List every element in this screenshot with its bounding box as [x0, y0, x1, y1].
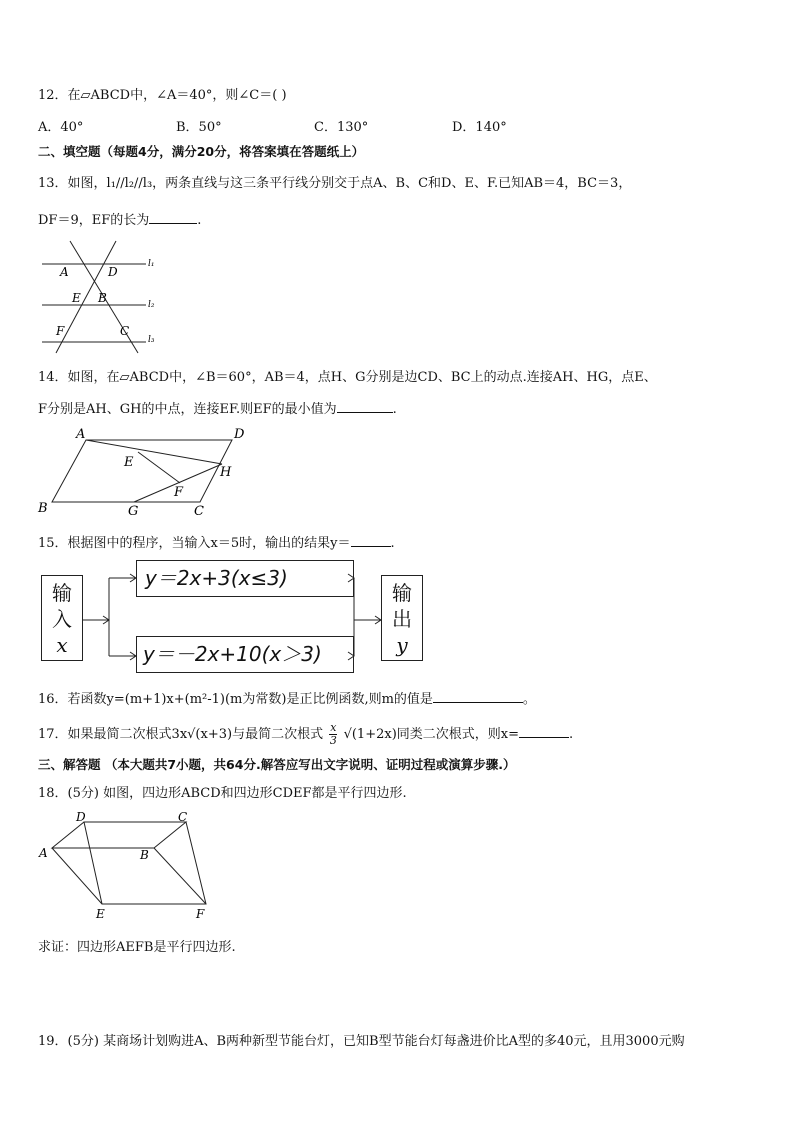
- q17-frac-den: 3: [329, 734, 337, 747]
- q17-text-a: 17．如果最简二次根式3x√(x+3)与最简二次根式: [38, 727, 324, 742]
- q18-line1: 18．(5分) 如图，四边形ABCD和四边形CDEF都是平行四边形.: [38, 786, 407, 801]
- q14-figure: [36, 424, 256, 518]
- q12-option-d: D．140°: [452, 120, 507, 135]
- q18-prove: 求证：四边形AEFB是平行四边形.: [38, 940, 236, 955]
- q13-label-d: D: [108, 265, 118, 279]
- q15-top-formula-box: y＝2x+3(x≤3): [136, 560, 354, 597]
- q14-line2: F分别是AH、GH的中点，连接EF.则EF的最小值为 .: [38, 402, 397, 417]
- q18-figure: [36, 808, 216, 923]
- q17-answer-blank: [519, 725, 569, 738]
- q15-output-var: y: [396, 633, 408, 657]
- q13-label-c: C: [120, 324, 130, 338]
- q13-line1: 13．如图，l₁//l₂//l₃，两条直线与这三条平行线分别交于点A、B、C和D、E、F.已知AB＝4，BC＝3，: [38, 176, 632, 191]
- q14-answer-blank: [337, 400, 393, 413]
- q16-answer-blank: [433, 690, 523, 703]
- q12-option-a: A．40°: [38, 120, 84, 135]
- q14-label-c: C: [194, 504, 204, 518]
- q14-line2-text: F分别是AH、GH的中点，连接EF.则EF的最小值为: [38, 402, 337, 417]
- q17-end: .: [569, 727, 574, 742]
- q12-option-b: B．50°: [176, 120, 222, 135]
- q16-line1: 16．若函数y=(m+1)x+(m²-1)(m为常数)是正比例函数,则m的值是 。: [38, 692, 536, 707]
- q14-label-f: F: [174, 485, 184, 500]
- q13-label-l3: l₃: [148, 335, 155, 345]
- q12-stem: 12．在▱ABCD中，∠A＝40°，则∠C＝( ): [38, 88, 287, 103]
- q13-label-a: A: [60, 265, 69, 279]
- q17-frac-num: x: [330, 721, 337, 734]
- q15-line1: 15．根据图中的程序，当输入x＝5时，输出的结果y＝ .: [38, 536, 395, 551]
- q15-line1-text: 15．根据图中的程序，当输入x＝5时，输出的结果y＝: [38, 536, 351, 551]
- q14-line1: 14．如图，在▱ABCD中，∠B＝60°，AB＝4，点H、G分别是边CD、BC上的动点.连接AH、HG，点E、: [38, 370, 657, 385]
- q15-output-box: [381, 575, 423, 661]
- q13-figure: [38, 236, 168, 358]
- q15-input-box: [41, 575, 83, 661]
- q15-input-char1: 输: [52, 581, 72, 605]
- q15-input-var: x: [56, 633, 68, 657]
- q14-label-b: B: [38, 501, 48, 516]
- q13-label-l2: l₂: [148, 300, 155, 310]
- section2-heading: 二、填空题（每题4分，满分20分，将答案填在答题纸上）: [38, 144, 365, 159]
- q13-label-f: F: [56, 324, 65, 338]
- section3-heading: 三、解答题 （本大题共7小题，共64分.解答应写出文字说明、证明过程或演算步骤.）: [38, 757, 516, 772]
- q18-label-e: E: [96, 907, 105, 921]
- q15-output-char2: 出: [392, 607, 412, 631]
- q15-input-char2: 入: [52, 607, 72, 631]
- q13-label-b: B: [98, 291, 107, 305]
- q14-label-a: A: [76, 427, 86, 442]
- q14-label-d: D: [234, 427, 245, 442]
- q15-flow-arrows: [83, 570, 383, 670]
- q18-label-b: B: [140, 848, 149, 862]
- q13-label-e: E: [72, 291, 81, 305]
- q18-label-a: A: [39, 846, 48, 860]
- q17-text-b: √(1+2x)同类二次根式，则x=: [343, 727, 519, 742]
- q17-fraction: [329, 722, 337, 747]
- q15-bottom-formula-box: y＝－2x+10(x＞3): [136, 636, 354, 673]
- q14-label-e: E: [124, 455, 134, 470]
- q18-label-d: D: [76, 810, 86, 824]
- q15-answer-blank: [351, 534, 391, 547]
- q13-line2-text: DF＝9，EF的长为: [38, 213, 150, 228]
- q13-answer-blank: [149, 211, 197, 224]
- q15-output-char1: 输: [392, 581, 412, 605]
- q18-label-c: C: [178, 810, 188, 824]
- q12-option-c: C．130°: [314, 120, 369, 135]
- q18-label-f: F: [196, 907, 205, 921]
- q14-label-g: G: [128, 504, 139, 518]
- q19-line1: 19．(5分) 某商场计划购进A、B两种新型节能台灯，已知B型节能台灯每盏进价比A型的多40元，且用3000元购: [38, 1034, 685, 1049]
- q17-line: [38, 722, 573, 747]
- q16-line1-text: 16．若函数y=(m+1)x+(m²-1)(m为常数)是正比例函数,则m的值是: [38, 692, 433, 707]
- q13-line2: DF＝9，EF的长为 .: [38, 213, 202, 228]
- q13-label-l1: l₁: [148, 259, 155, 269]
- q14-label-h: H: [220, 465, 232, 480]
